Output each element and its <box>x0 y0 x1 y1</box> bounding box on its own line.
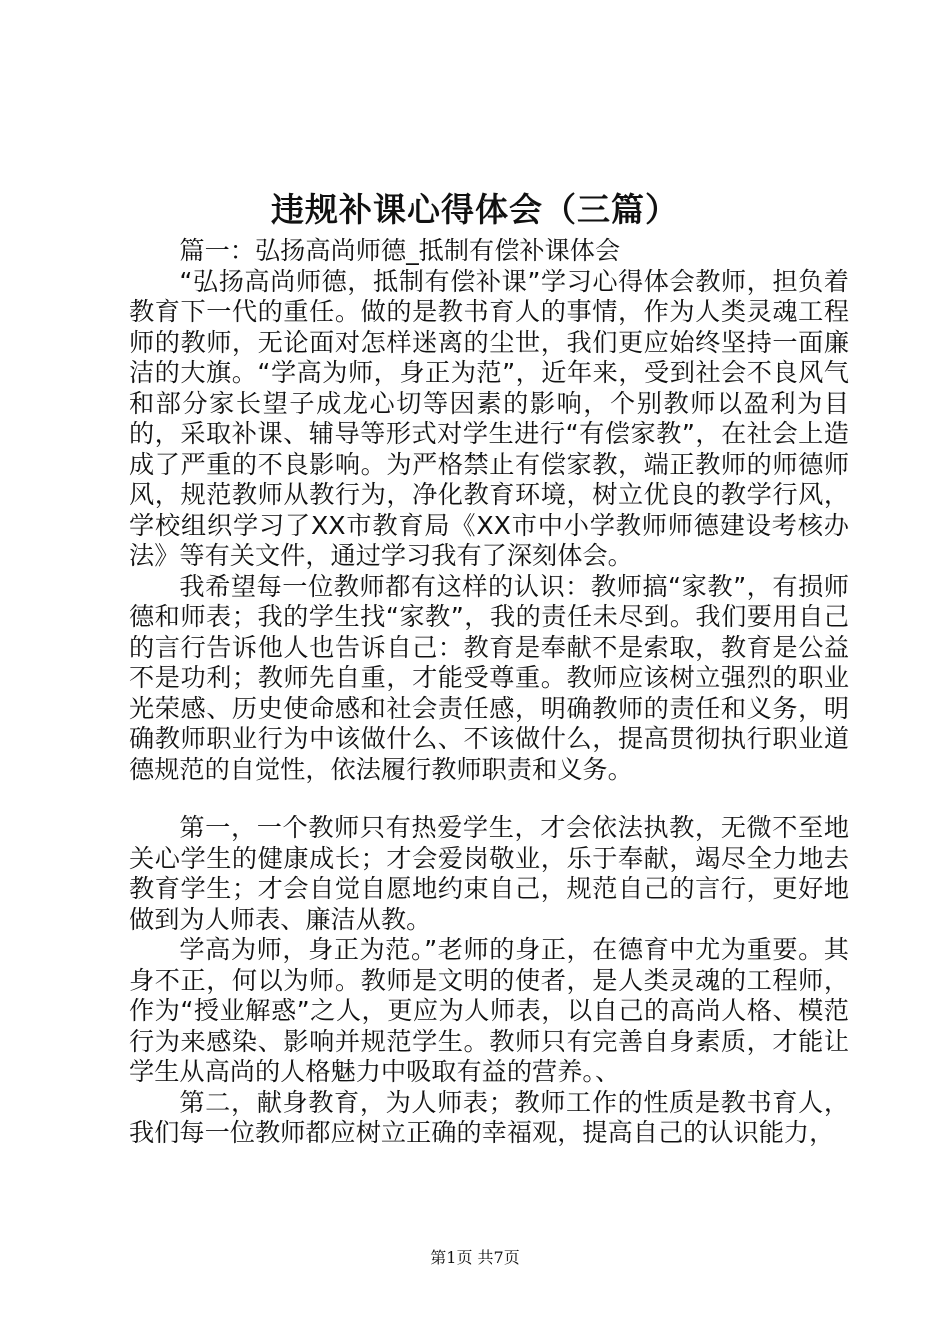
paragraph-2: 我希望每一位教师都有这样的认识：教师搞“家教”，有损师德和师表；我的学生找“家教”，我的责任未尽到。我们要用自己的言行告诉他人也告诉自己：教育是奉献不是索取，教育是公益不是功利；教师先自重，才能受尊重。教师应该树立强烈的职业光荣感、历史使命感和社会责任感，明确教师的责任和义务，明确教师职业行为中该做什么、不该做什么，提高贯彻执行职业道德规范的自觉性，依法履行教师职责和义务。 <box>129 571 849 784</box>
section-subtitle: 篇一：弘扬高尚师德_抵制有偿补课体会 <box>179 236 621 265</box>
paragraph-1: “弘扬高尚师德，抵制有偿补课”学习心得体会教师，担负着教育下一代的重任。做的是教书育人的事情，作为人类灵魂工程师的教师，无论面对怎样迷离的尘世，我们更应始终坚持一面廉洁的大旗。“学高为师，身正为范”，近年来，受到社会不良风气和部分家长望子成龙心切等因素的影响，个别教师以盈利为目的，采取补课、辅导等形式对学生进行“有偿家教”，在社会上造成了严重的不良影响。为严格禁止有偿家教，端正教师的师德师风，规范教师从教行为，净化教育环境，树立优良的教学行风，学校组织学习了XX市教育局《XX市中小学教师师德建设考核办法》等有关文件，通过学习我有了深刻体会。 <box>129 266 849 570</box>
paragraph-4: 学高为师，身正为范。”老师的身正，在德育中尤为重要。其身不正，何以为师。教师是文明的使者，是人类灵魂的工程师，作为“授业解惑”之人，更应为人师表，以自己的高尚人格、模范行为来感染、影响并规范学生。教师只有完善自身素质，才能让学生从高尚的人格魅力中吸取有益的营养。、 <box>129 935 849 1086</box>
paragraph-5: 第二，献身教育，为人师表；教师工作的性质是教书育人，我们每一位教师都应树立正确的幸福观，提高自己的认识能力， <box>129 1087 849 1147</box>
paragraph-3: 第一，一个教师只有热爱学生，才会依法执教，无微不至地关心学生的健康成长；才会爱岗敬业，乐于奉献，竭尽全力地去教育学生；才会自觉自愿地约束自己，规范自己的言行，更好地做到为人师表、廉洁从教。 <box>129 813 849 934</box>
document-title: 违规补课心得体会（三篇） <box>271 190 679 229</box>
document-body <box>129 236 849 1149</box>
page-number-footer: 第1页 共7页 <box>430 1248 520 1267</box>
